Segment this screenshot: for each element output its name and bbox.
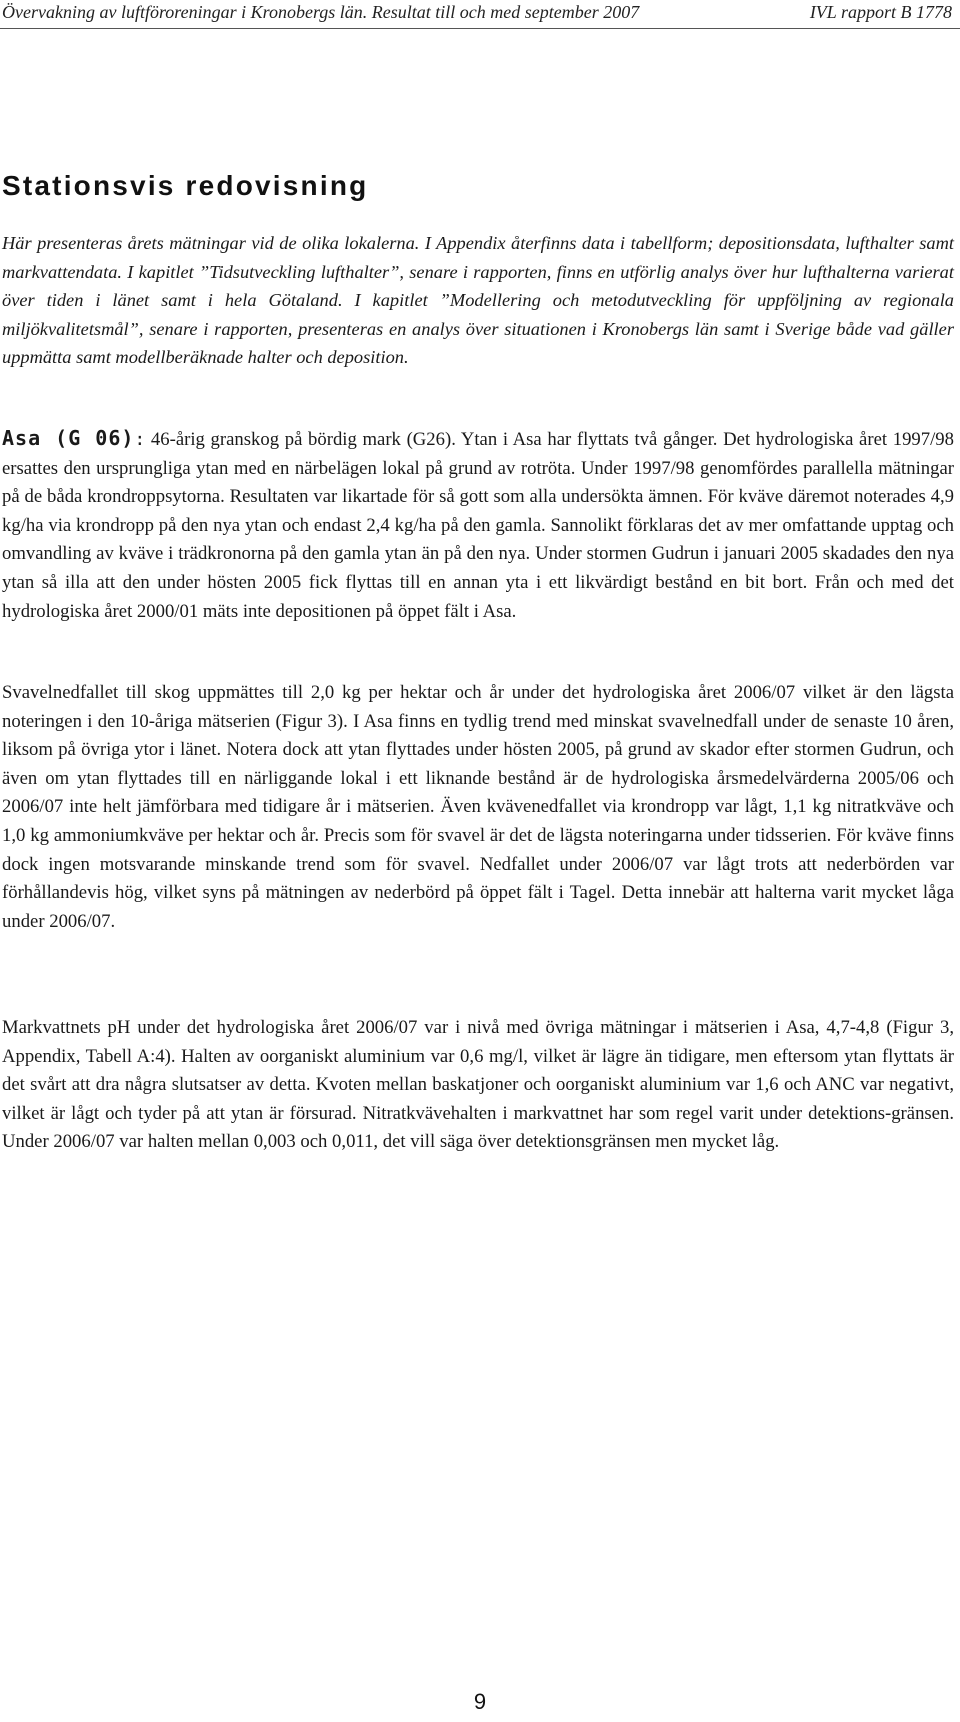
sulfur-nitrogen-paragraph: Svavelnedfallet till skog uppmättes till 2,0 kg per hektar och år under det hydrologiska året 2006/07 vilket är den lägsta noteringen i den 10-åriga mätserien (Figur 3). I Asa finns en tydlig trend med minskat svavelnedfall under de senaste 10 åren, liksom på övriga ytor i länet. Notera dock att ytan flyttades under hösten 2005, på grund av skador efter stormen Gudrun, och även om ytan flyttades till en närliggande lokal i ett liknande bestånd är de hydrologiska årsmedelvärderna 2005/06 och 2006/07 inte helt jämförbara med tidigare år i mätserien. Även kvävenedfallet via krondropp var lågt, 1,1 kg nitratkväve och 1,0 kg ammoniumkväve per hektar och år. Precis som för svavel är det de lägsta noteringarna under tidsserien. För kväve finns dock ingen motsvarande minskande trend som för svavel. Nedfallet under 2006/07 var lågt trots att nederbörden var förhållandevis hög, vilket syns på mätningen av nederbörd på öppet fält i Tagel. Detta innebär att halterna varit mycket låga under 2006/07. [2,682,954,932]
header-report-title: Övervakning av luftföroreningar i Kronobergs län. Resultat till och med september 2007 [2,2,640,22]
soil-water-paragraph: Markvattnets pH under det hydrologiska året 2006/07 var i nivå med övriga mätningar i mätserien i Asa, 4,7-4,8 (Figur 3, Appendix, Tabell A:4). Halten av oorganiskt aluminium var 0,6 mg/l, vilket är lägre än tidigare, men eftersom ytan flyttats är det svårt att dra några slutsatser av detta. Kvoten mellan baskatjoner och oorganiskt aluminium var 1,6 och ANC var negativt, vilket är lågt och tyder på att ytan är försurad. Nitratkvävehalten i markvattnet har som regel varit under detektions-gränsen. Under 2006/07 var halten mellan 0,003 och 0,011, det vill säga över detektionsgränsen men mycket låg. [2,1017,954,1153]
section-title: Stationsvis redovisning [2,170,369,201]
site-paragraph [2,424,954,626]
intro-paragraph: Här presenteras årets mätningar vid de olika lokalerna. I Appendix återfinns data i tabellform; depositionsdata, lufthalter samt markvattendata. I kapitlet ”Tidsutveckling lufthalter”, senare i rapporten, finns en utförlig analys över hur lufthalterna varierat över tiden i länet samt i hela Götaland. I kapitlet ”Modellering och metodutveckling för uppföljning av regionala miljökvalitetsmål”, senare i rapporten, presenteras en analys över situationen i Kronobergs län samt i Sverige både vad gäller uppmätta samt modellberäknade halter och deposition. [2,233,954,368]
header-report-number: IVL rapport B 1778 [809,2,952,22]
header-divider [0,28,960,29]
site-description: 46-årig granskog på bördig mark (G26). Ytan i Asa har flyttats två gånger. Det hydrologiska året 1997/98 ersattes den ursprungliga ytan med en närbelägen lokal på grund av rotröta. Under 1997/98 genomfördes parallella mätningar på de båda krondroppsytorna. Resultaten var likartade för så gott som alla undersökta ämnen. För kväve däremot noterades 4,9 kg/ha via krondropp på den nya ytan och endast 2,4 kg/ha på den gamla. Sannolikt förklaras det av mer omfattande upptag och omvandling av kväve i trädkronorna på den gamla ytan än på den nya. Under stormen Gudrun i januari 2005 skadades den nya ytan så illa att den under hösten 2005 fick flyttas till en annan yta i ett likvärdigt bestånd en bit bort. Från och med det hydrologiska året 2000/01 mäts inte depositionen på öppet fält i Asa. [2,429,954,622]
site-label-colon: : [134,429,146,450]
page-header [0,0,960,36]
site-label: Asa (G 06) [2,426,135,450]
page-number: 9 [473,1689,487,1714]
